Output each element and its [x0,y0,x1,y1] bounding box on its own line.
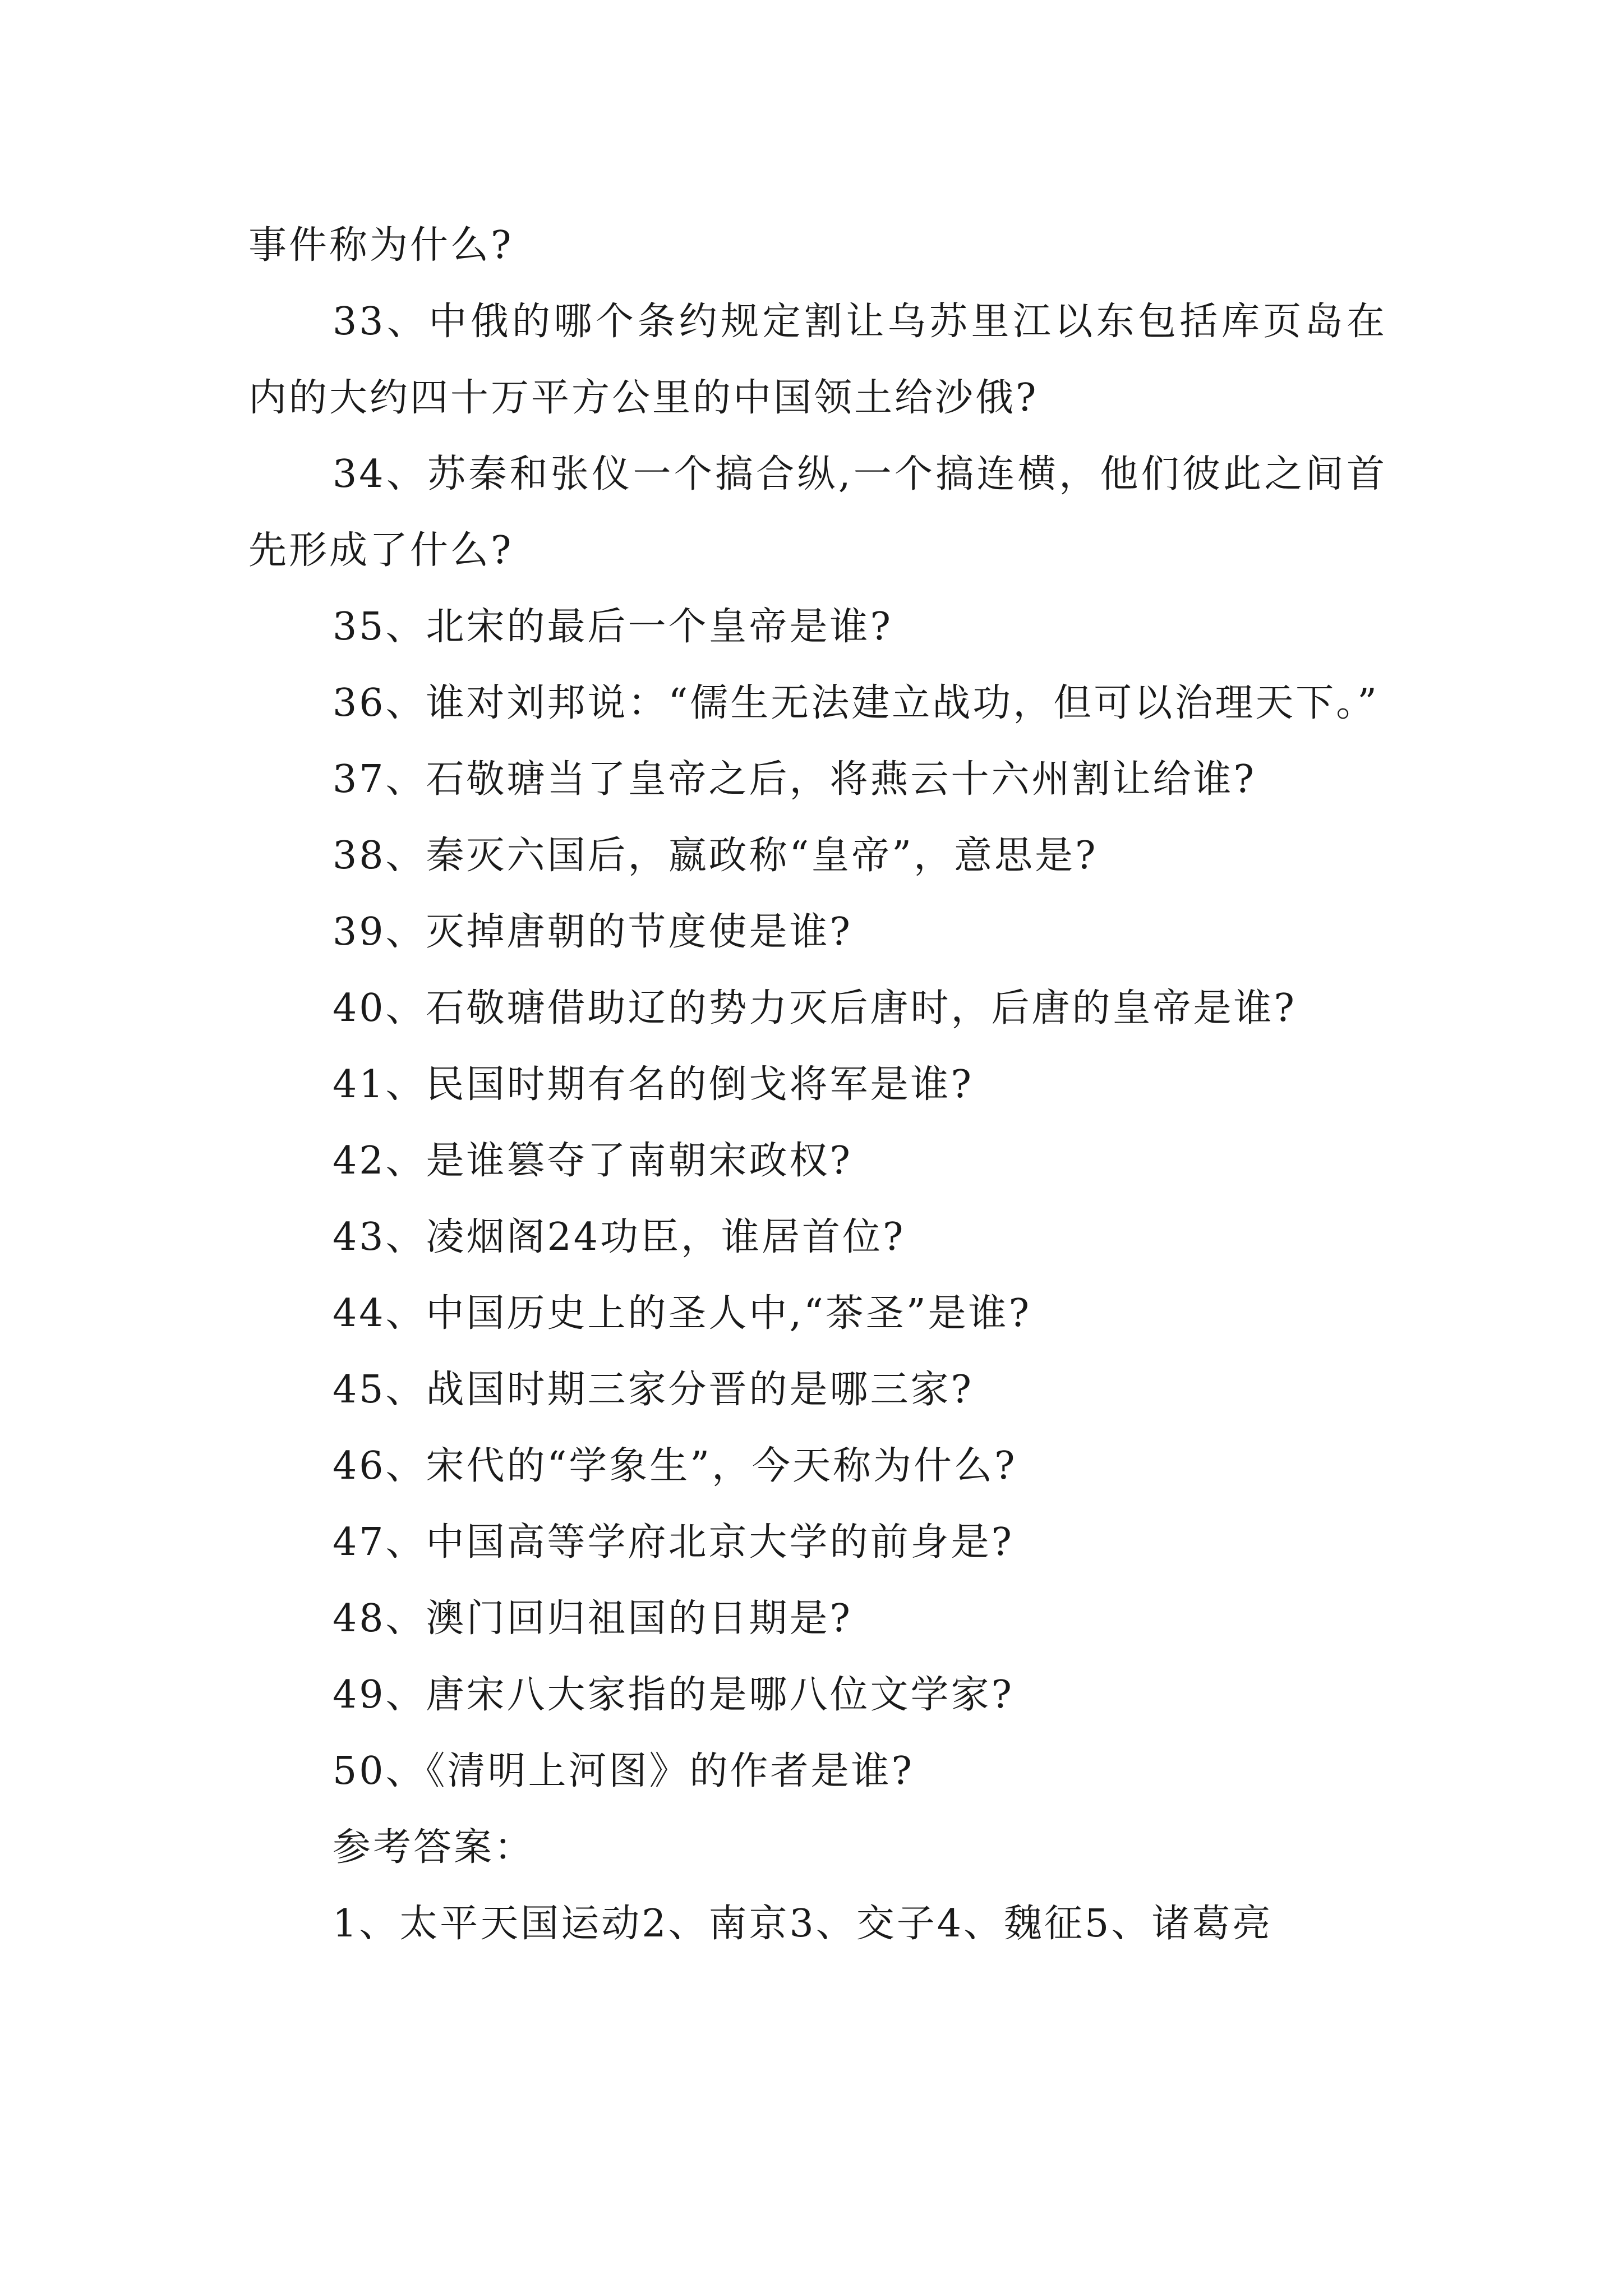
document-body [248,208,1387,1962]
paragraph-continuation: 事件称为什么? [248,223,514,268]
answers-line: 1、太平天国运动2、南京3、交子4、魏征5、诸葛亮 [333,1902,1273,1946]
question-46: 46、宋代的“学象生”，今天称为什么? [333,1444,1017,1488]
question-36: 36、谁对刘邦说：“儒生无法建立战功，但可以治理天下。” [333,681,1380,725]
question-43: 43、凌烟阁24功臣，谁居首位? [333,1215,906,1259]
answers-heading: 参考答案： [333,1825,535,1870]
question-33: 33、中俄的哪个条约规定割让乌苏里江以东包括库页岛在内的大约四十万平方公里的中国领土给沙俄? [248,300,1387,420]
question-45: 45、战国时期三家分晋的是哪三家? [333,1368,974,1412]
question-50: 50、《清明上河图》的作者是谁? [333,1749,914,1793]
question-39: 39、灭掉唐朝的节度使是谁? [333,910,852,954]
question-49: 49、唐宋八大家指的是哪八位文学家? [333,1673,1014,1717]
question-40: 40、石敬瑭借助辽的势力灭后唐时，后唐的皇帝是谁? [333,986,1297,1030]
question-42: 42、是谁篡夺了南朝宋政权? [333,1139,852,1183]
question-37: 37、石敬瑭当了皇帝之后，将燕云十六州割让给谁? [333,757,1256,802]
question-34: 34、苏秦和张仪一个搞合纵,一个搞连横，他们彼此之间首先形成了什么? [248,452,1387,573]
question-48: 48、澳门回归祖国的日期是? [333,1596,852,1641]
question-35: 35、北宋的最后一个皇帝是谁? [333,605,893,649]
question-38: 38、秦灭六国后，嬴政称“皇帝”，意思是? [333,834,1098,878]
question-47: 47、中国高等学府北京大学的前身是? [333,1520,1014,1565]
question-44: 44、中国历史上的圣人中,“茶圣”是谁? [333,1291,1032,1336]
question-41: 41、民国时期有名的倒戈将军是谁? [333,1062,974,1107]
